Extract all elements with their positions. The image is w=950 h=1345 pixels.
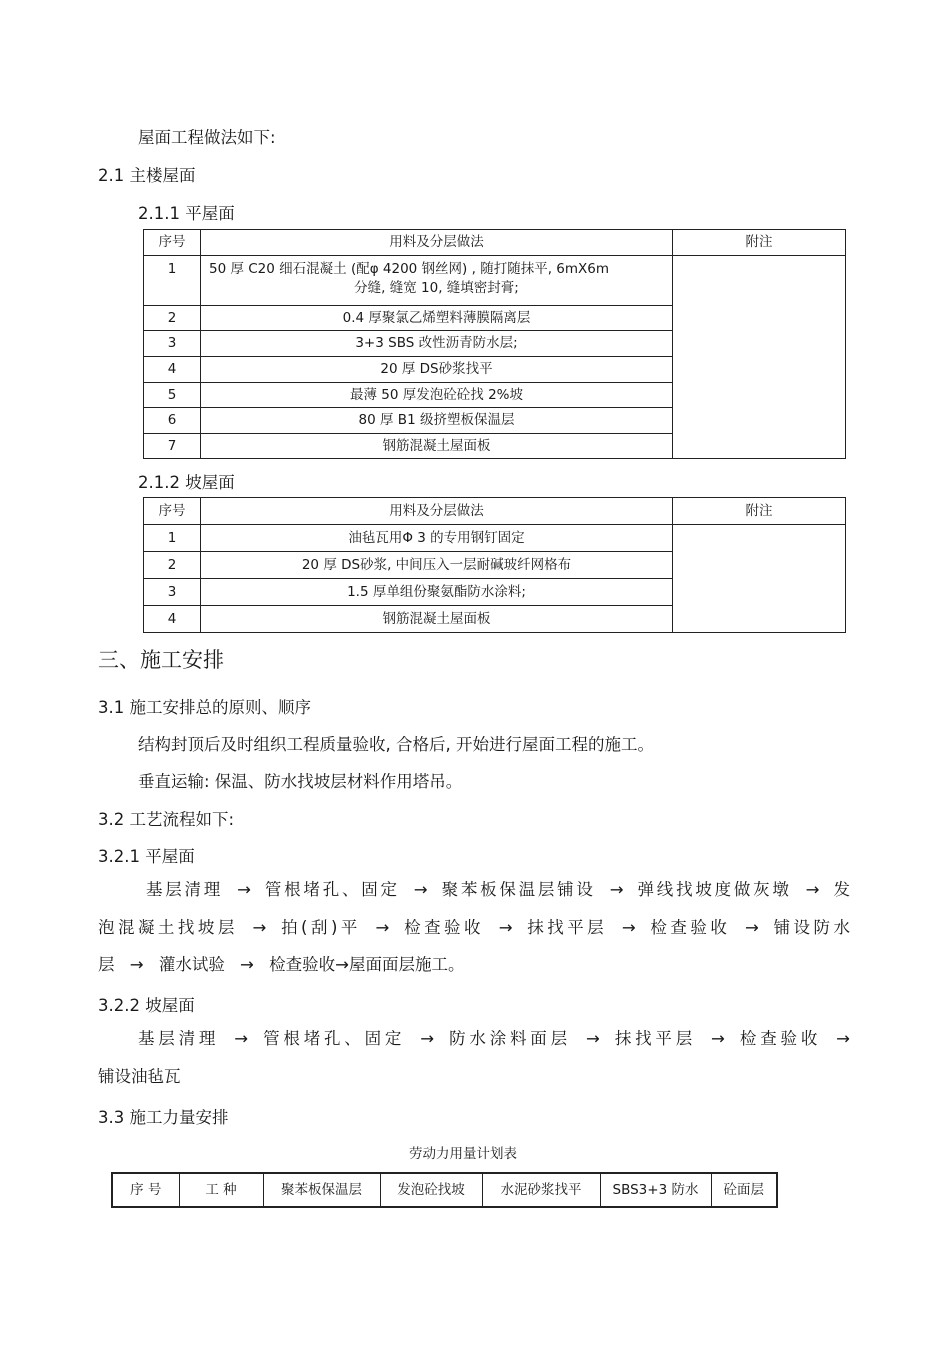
row-no: 3	[144, 579, 201, 606]
flow-flat-line3: 层 → 灌水试验 → 检查验收→屋面面层施工。	[98, 955, 465, 974]
paragraph-3-1-a: 结构封顶后及时组织工程质量验收, 合格后, 开始进行屋面工程的施工。	[138, 735, 654, 754]
note-cell	[673, 525, 846, 633]
section-2-1-heading: 2.1 主楼屋面	[98, 166, 196, 185]
row-method: 钢筋混凝土屋面板	[201, 606, 673, 633]
row-method: 1.5 厚单组份聚氨酯防水涂料;	[201, 579, 673, 606]
section-3-2-heading: 3.2 工艺流程如下:	[98, 810, 235, 829]
intro-text: 屋面工程做法如下:	[138, 128, 276, 147]
table-row	[144, 256, 846, 306]
flow-flat-line2: 泡混凝土找坡层 → 拍(刮)平 → 检查验收 → 抹找平层 → 检查验收 → 铺设防水	[98, 918, 850, 937]
row-method: 最薄 50 厚发泡砼砼找 2%坡	[201, 383, 673, 408]
labor-header-trade: 工 种	[179, 1173, 263, 1207]
row-method: 油毡瓦用Φ 3 的专用钢钉固定	[201, 525, 673, 552]
section-2-1-1-heading: 2.1.1 平屋面	[138, 204, 235, 223]
row-method-line2: 分缝, 缝宽 10, 缝填密封膏;	[354, 280, 519, 297]
row-method-line1: 50 厚 C20 细石混凝土 (配φ 4200 钢丝网) , 随打随抹平, 6mX6m	[209, 261, 610, 277]
section-3-2-2-heading: 3.2.2 坡屋面	[98, 996, 195, 1015]
header-cell-method: 用料及分层做法	[201, 230, 673, 256]
row-method	[201, 256, 673, 306]
section-2-1-2-heading: 2.1.2 坡屋面	[138, 473, 235, 492]
row-no: 4	[144, 357, 201, 383]
row-no: 7	[144, 434, 201, 459]
row-method: 3+3 SBS 改性沥青防水层;	[201, 331, 673, 357]
labor-header-insulation: 聚苯板保温层	[263, 1173, 380, 1207]
header-cell-note: 附注	[673, 498, 846, 525]
row-no: 6	[144, 408, 201, 434]
header-cell-note: 附注	[673, 230, 846, 256]
labor-header-slope: 发泡砼找坡	[380, 1173, 482, 1207]
header-cell-no: 序号	[144, 230, 201, 256]
pitched-roof-table	[143, 497, 846, 633]
table-row	[144, 525, 846, 552]
row-no: 5	[144, 383, 201, 408]
row-no: 2	[144, 306, 201, 331]
labor-plan-table	[111, 1172, 778, 1208]
flow-pitched-line2: 铺设油毡瓦	[98, 1067, 181, 1086]
labor-header-concrete-surface: 砼面层	[711, 1173, 777, 1207]
row-no: 1	[144, 256, 201, 306]
header-cell-no: 序号	[144, 498, 201, 525]
row-no: 4	[144, 606, 201, 633]
row-no: 1	[144, 525, 201, 552]
row-no: 2	[144, 552, 201, 579]
table-header-row	[144, 230, 846, 256]
paragraph-3-1-b: 垂直运输: 保温、防水找坡层材料作用塔吊。	[138, 772, 463, 791]
flow-flat-line1: 基层清理 → 管根堵孔、固定 → 聚苯板保温层铺设 → 弹线找坡度做灰墩 → 发	[146, 880, 850, 899]
table-header-row	[144, 498, 846, 525]
labor-header-leveling: 水泥砂浆找平	[482, 1173, 600, 1207]
labor-header-no: 序 号	[112, 1173, 179, 1207]
row-method: 20 厚 DS砂浆, 中间压入一层耐碱玻纤网格布	[201, 552, 673, 579]
labor-header-row	[112, 1173, 777, 1207]
row-method: 80 厚 B1 级挤塑板保温层	[201, 408, 673, 434]
header-cell-method: 用料及分层做法	[201, 498, 673, 525]
labor-table-title: 劳动力用量计划表	[409, 1146, 517, 1162]
row-no: 3	[144, 331, 201, 357]
section-3-heading: 三、施工安排	[98, 648, 224, 672]
labor-header-waterproof: SBS3+3 防水	[600, 1173, 711, 1207]
section-3-1-heading: 3.1 施工安排总的原则、顺序	[98, 698, 311, 717]
row-method: 20 厚 DS砂浆找平	[201, 357, 673, 383]
flat-roof-table	[143, 229, 846, 459]
section-3-3-heading: 3.3 施工力量安排	[98, 1108, 229, 1127]
row-method: 钢筋混凝土屋面板	[201, 434, 673, 459]
note-cell	[673, 256, 846, 459]
section-3-2-1-heading: 3.2.1 平屋面	[98, 847, 195, 866]
row-method: 0.4 厚聚氯乙烯塑料薄膜隔离层	[201, 306, 673, 331]
flow-pitched-line1: 基层清理 → 管根堵孔、固定 → 防水涂料面层 → 抹找平层 → 检查验收 →	[138, 1029, 850, 1048]
